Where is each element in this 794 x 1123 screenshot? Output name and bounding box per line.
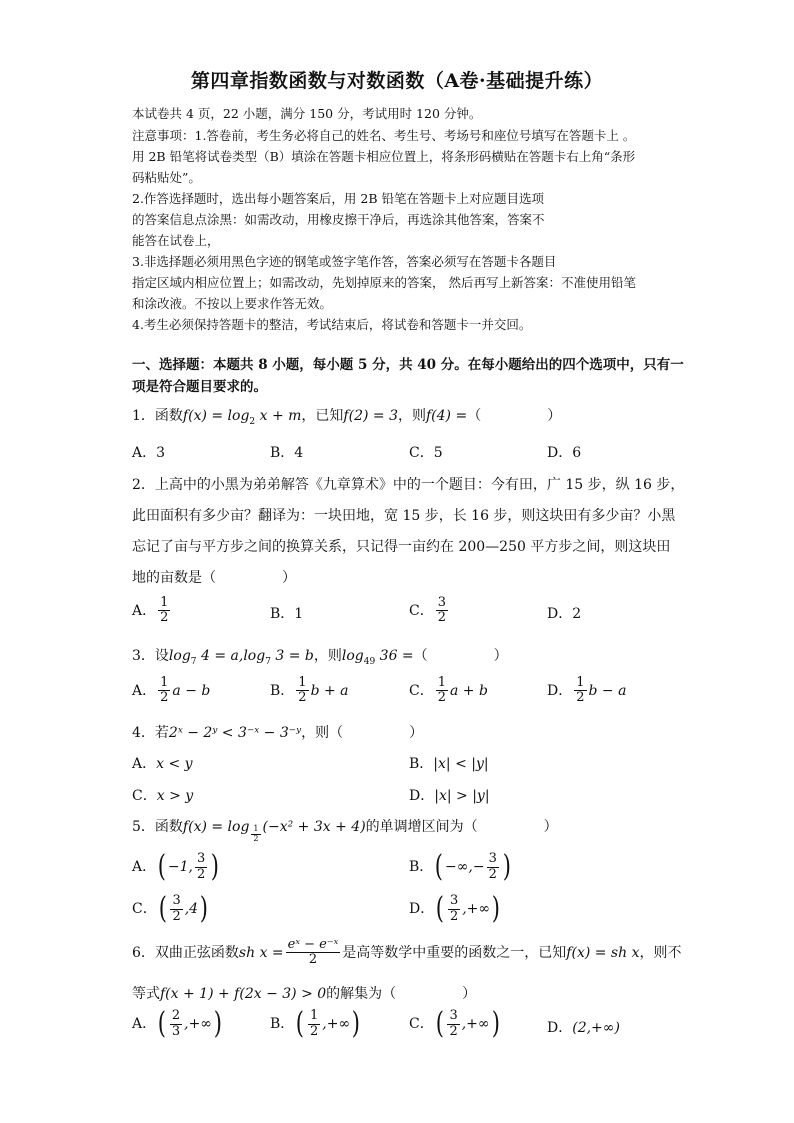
q3-option-a: A． $\frac{1}{2}$ a − b <box>132 675 211 706</box>
note-line: 4.考生必须保持答题卡的整洁，考试结束后，将试卷和答题卡一并交回。 <box>132 317 532 332</box>
q6-option-c: C．( $\frac{3}{2}$ ,+∞) <box>409 1006 500 1041</box>
q4-option-a: A．x < y <box>132 756 193 772</box>
note-line: 注意事项：1.答卷前，考生务必将自己的姓名、考生号、考场号和座位号填写在答题卡上 。 <box>132 128 636 143</box>
q6-option-a: A．( $\frac{2}{3}$ ,+∞) <box>132 1006 222 1041</box>
section-heading: 一、选择题：本题共 8 小题，每小题 5 分，共 40 分。在每小题给出的四个选项中，只有一 <box>132 357 684 373</box>
note-line: 能答在试卷上， <box>132 233 220 248</box>
q2-option-c: C． $\frac{3}{2}$ <box>409 595 446 626</box>
q2-option-a: A． $\frac{1}{2}$ <box>132 595 169 626</box>
q4-option-d: D．|x| > |y| <box>409 788 490 804</box>
note-line: 指定区域内相应位置上；如需改动，先划掉原来的答案， 然后再写上新答案：不准使用铅笔 <box>132 275 636 290</box>
question-2-line: 此田面积有多少亩？翻译为：一块田地，宽 15 步，长 16 步，则这块田有多少亩？小黑 <box>132 508 676 524</box>
question-2-line: 地的亩数是（ ） <box>132 570 296 586</box>
note-line: 码粘贴处”。 <box>132 170 201 185</box>
note-line: 2.作答选择题时，选出每小题答案后，用 2B 铅笔在答题卡上对应题目选项 <box>132 191 545 206</box>
page-title: 第四章指数函数与对数函数（A卷·基础提升练） <box>190 70 604 92</box>
q3-option-d: D． $\frac{1}{2}$ b − a <box>547 675 627 706</box>
question-5: 5．函数f(x) = log $\frac{1}{2}$ (−x² + 3x + 4)的单调增区间为（ ） <box>132 819 558 843</box>
q2-option-d: D．2 <box>547 606 582 622</box>
q5-option-b: B．( −∞,− $\frac{3}{2}$ ) <box>409 849 511 884</box>
note-line: 和涂改液。不按以上要求作答无效。 <box>132 296 333 311</box>
q2-option-b: B．1 <box>270 606 304 622</box>
exam-info: 本试卷共 4 页，22 小题，满分 150 分，考试用时 120 分钟。 <box>132 106 482 121</box>
q1-option-d: D．6 <box>547 445 582 461</box>
note-line: 3.非选择题必须用黑色字迹的钢笔或签字笔作答，答案必须写在答题卡各题目 <box>132 254 557 269</box>
q5-option-c: C．( $\frac{3}{2}$ ,4) <box>132 891 209 926</box>
q4-option-b: B．|x| < |y| <box>409 756 489 772</box>
q6-option-b: B．( $\frac{1}{2}$ ,+∞) <box>270 1006 361 1041</box>
q4-option-c: C．x > y <box>132 788 194 804</box>
question-2-line: 忘记了亩与平方步之间的换算关系，只记得一亩约在 200—250 平方步之间，则这块田 <box>132 539 671 555</box>
note-line: 用 2B 铅笔将试卷类型（B）填涂在答题卡相应位置上，将条形码横贴在答题卡右上角“条形 <box>132 149 636 164</box>
q3-option-c: C． $\frac{1}{2}$ a + b <box>409 675 488 706</box>
question-6: 6．双曲正弦函数sh x = $\frac{\text{eˣ − e⁻ˣ}}{2}$ 是高等数学中重要的函数之一，已知f(x) = sh x，则不 <box>132 937 682 968</box>
q1-option-a: A．3 <box>132 445 166 461</box>
q6-option-d: D．(2,+∞) <box>547 1020 620 1036</box>
q5-option-a: A．( −1, $\frac{3}{2}$ ) <box>132 849 220 884</box>
question-4: 4．若2ˣ − 2ʸ < 3⁻ˣ − 3⁻ʸ，则（ ） <box>132 725 424 741</box>
section-heading-cont: 项是符合题目要求的。 <box>132 379 267 395</box>
question-1: 1．函数$f(x) = \log_2 x + m$，已知f(2) = 3，则f(4) =（ ） <box>132 408 562 427</box>
q1-option-b: B．4 <box>270 445 304 461</box>
question-3: 3．设$\log_7 4 = a,\log_7$ 3 = b，则$\log_{49} 36$ =（ ） <box>132 648 508 667</box>
question-2-line: 2．上高中的小黑为弟弟解答《九章算术》中的一个题目：今有田，广 15 步，纵 16 步， <box>132 477 685 493</box>
q1-option-c: C．5 <box>409 445 443 461</box>
q5-option-d: D．( $\frac{3}{2}$ ,+∞) <box>409 891 501 926</box>
question-6-cont: 等式f(x + 1) + f(2x − 3) > 0的解集为（ ） <box>132 986 477 1002</box>
q3-option-b: B． $\frac{1}{2}$ b + a <box>270 675 349 706</box>
note-line: 的答案信息点涂黑：如需改动，用橡皮擦干净后，再选涂其他答案，答案不 <box>132 212 545 227</box>
